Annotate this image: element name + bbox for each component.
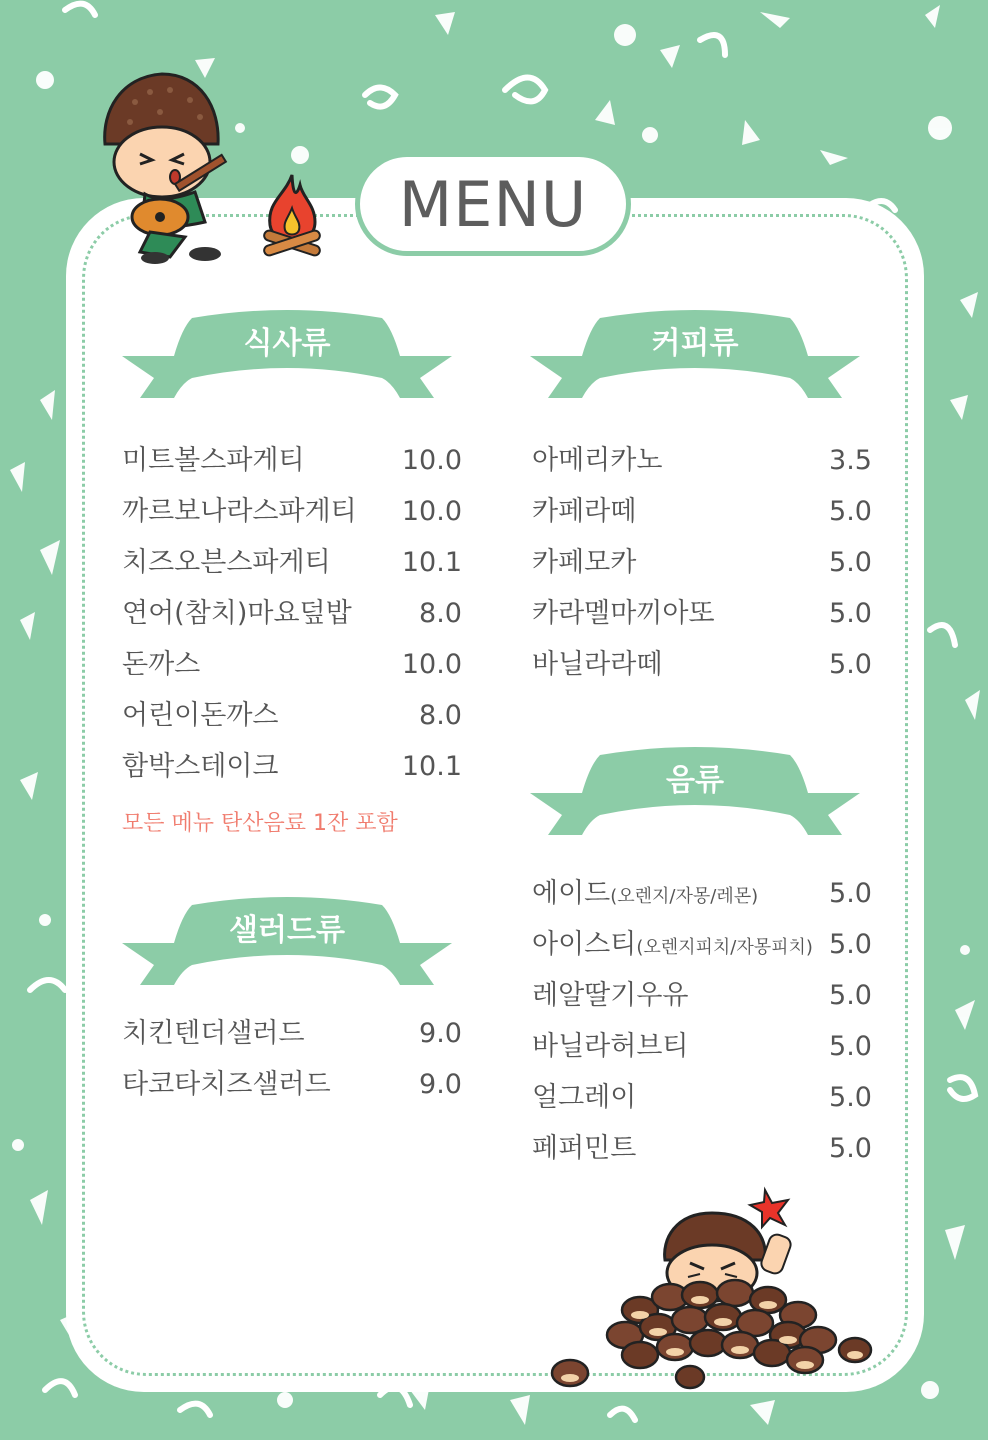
menu-title: MENU (398, 167, 588, 241)
item-price: 5.0 (829, 496, 872, 527)
list-item (532, 871, 872, 922)
item-name: 페퍼민트 (532, 1133, 637, 1164)
list-item (122, 489, 462, 540)
item-price: 10.0 (401, 496, 462, 527)
list-item (122, 540, 462, 591)
item-price: 10.0 (401, 445, 462, 476)
item-sub: (오렌지/자몽/레몬) (610, 886, 759, 907)
item-name: 미트볼스파게티 (122, 445, 305, 476)
item-price: 9.0 (419, 1069, 462, 1100)
item-price: 5.0 (829, 649, 872, 680)
item-name: 까르보나라스파게티 (122, 496, 357, 527)
campfire-icon (255, 170, 330, 262)
list-item (532, 922, 872, 973)
item-name: 얼그레이 (532, 1082, 637, 1113)
item-name: 타코타치즈샐러드 (122, 1069, 331, 1100)
salads-heading: 샐러드류 (229, 913, 345, 948)
drinks-heading: 음류 (666, 763, 724, 798)
item-name: 치킨텐더샐러드 (122, 1018, 305, 1049)
item-price: 8.0 (419, 598, 462, 629)
meals-heading: 식사류 (243, 326, 331, 361)
drinks-list (532, 871, 872, 1177)
ribbon-drinks (530, 745, 860, 837)
coffee-heading: 커피류 (651, 326, 739, 361)
list-item (122, 642, 462, 693)
list-item (532, 540, 872, 591)
list-item (122, 591, 462, 642)
item-price: 10.1 (401, 751, 462, 782)
item-price: 5.0 (829, 1031, 872, 1062)
item-name: 아메리카노 (532, 445, 663, 476)
meals-note: 모든 메뉴 탄산음료 1잔 포함 (122, 811, 398, 836)
list-item (532, 591, 872, 642)
item-name: 바닐라허브티 (532, 1031, 689, 1062)
ribbon-coffee (530, 308, 860, 400)
item-name: 카페모카 (532, 547, 637, 578)
ribbon-salads (122, 895, 452, 987)
item-name: 함박스테이크 (122, 751, 279, 782)
chestnut-guitar-character-icon (100, 72, 260, 267)
menu-title-pill (355, 152, 631, 256)
chestnut-pile-character-icon (540, 1185, 880, 1395)
item-price: 5.0 (829, 878, 872, 909)
item-name: 레알딸기우유 (532, 980, 689, 1011)
salads-list (122, 1011, 462, 1113)
item-name: 카페라떼 (532, 496, 637, 527)
list-item (532, 438, 872, 489)
item-price: 5.0 (829, 547, 872, 578)
item-price: 5.0 (829, 1082, 872, 1113)
item-name: 에이드 (532, 878, 611, 909)
item-name: 아이스티 (532, 929, 637, 960)
list-item (122, 1011, 462, 1062)
item-price: 5.0 (829, 598, 872, 629)
list-item (122, 693, 462, 744)
item-price: 9.0 (419, 1018, 462, 1049)
list-item (532, 1075, 872, 1126)
item-name: 치즈오븐스파게티 (122, 547, 331, 578)
item-price: 5.0 (829, 929, 872, 960)
item-name: 어린이돈까스 (122, 700, 279, 731)
list-item (122, 438, 462, 489)
ribbon-meals (122, 308, 452, 400)
list-item (532, 642, 872, 693)
item-price: 8.0 (419, 700, 462, 731)
coffee-list (532, 438, 872, 693)
list-item (532, 1024, 872, 1075)
item-name: 바닐라라떼 (532, 649, 663, 680)
item-price: 10.1 (401, 547, 462, 578)
list-item (122, 744, 462, 795)
list-item (532, 973, 872, 1024)
list-item (532, 1126, 872, 1177)
item-price: 5.0 (829, 1133, 872, 1164)
item-price: 10.0 (401, 649, 462, 680)
item-name: 돈까스 (122, 649, 201, 680)
list-item (122, 1062, 462, 1113)
item-price: 3.5 (829, 445, 872, 476)
list-item (532, 489, 872, 540)
item-sub: (오렌지피치/자몽피치) (636, 937, 813, 958)
item-price: 5.0 (829, 980, 872, 1011)
item-name: 카라멜마끼아또 (532, 598, 715, 629)
item-name: 연어(참치)마요덮밥 (122, 598, 352, 629)
meals-list (122, 438, 462, 795)
